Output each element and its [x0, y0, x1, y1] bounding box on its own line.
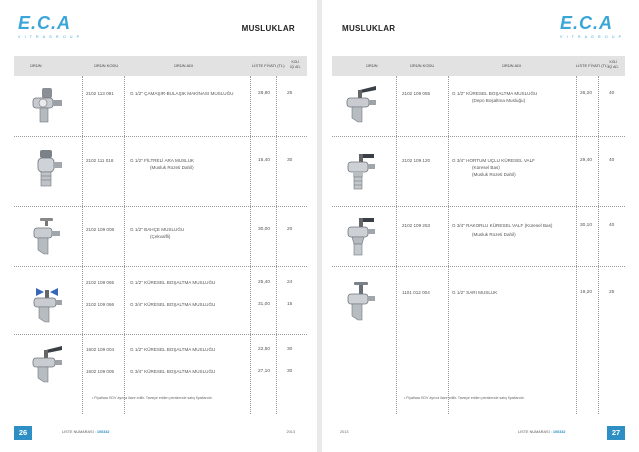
- page-footer: [0, 424, 317, 442]
- product-name: G 1/2" SARI MUSLUK: [452, 290, 498, 295]
- product-name: G 3/4" KÜRESEL BOŞALTMA MUSLUĞU: [130, 302, 216, 307]
- product-name: G 1/2" KÜRESEL BOŞALTMA MUSLUĞU: [130, 280, 216, 285]
- product-name: G 3/4" KÜRESEL BOŞALTMA MUSLUĞU: [130, 369, 216, 374]
- row-divider: [332, 136, 625, 137]
- header-code: ÜRÜN KODU: [94, 63, 119, 68]
- product-code: 1101 012 004: [402, 290, 430, 295]
- header-price: LİSTE FİYATI (TL): [576, 63, 609, 68]
- list-number: 100332: [552, 430, 566, 434]
- row-divider: [14, 206, 307, 207]
- angle-valve-icon: [30, 84, 64, 128]
- column-divider: [396, 76, 397, 414]
- ball-tap-lever-icon: [344, 82, 378, 126]
- header-product: ÜRÜN: [366, 63, 378, 68]
- page-footer: [322, 424, 639, 442]
- column-divider: [124, 76, 125, 414]
- section-title: MUSLUKLAR: [342, 24, 396, 33]
- row-divider: [14, 334, 307, 335]
- brand-logo: [560, 14, 622, 40]
- product-name-note-2: (Musluk Rozeti Dahil): [472, 172, 516, 177]
- product-qty: 24: [287, 280, 293, 285]
- row-divider: [14, 136, 307, 137]
- price-footnote: • Fiyatlara KDV ayrıca ilave edilir. Tavsiye edilen perakende satış fiyatlarıdır.: [404, 396, 525, 400]
- product-price: 25,40: [258, 280, 271, 285]
- garden-tap-icon: [30, 216, 64, 260]
- column-divider: [82, 76, 83, 414]
- product-code: 2102 109 120: [402, 158, 431, 163]
- column-divider: [448, 76, 449, 414]
- product-name: G 3/4" HORTUM UÇLU KÜRESEL VALF: [452, 158, 535, 163]
- product-name-note: (Depo Boşaltma Musluğu): [472, 98, 526, 103]
- list-number-label: LİSTE NUMARASI : 100332: [518, 430, 566, 434]
- page-number: 26: [14, 426, 32, 440]
- product-name: G 1/2" FİLTRELİ ARA MUSLUK: [130, 158, 195, 163]
- product-code: 2102 111 018: [86, 158, 114, 163]
- product-qty: 40: [609, 91, 615, 96]
- list-number-label: LİSTE NUMARASI : 100332: [62, 430, 110, 434]
- header-name: ÜRÜN ADI: [502, 63, 522, 68]
- row-divider: [14, 266, 307, 267]
- product-code: 1602 109 005: [86, 369, 115, 374]
- product-name: G 1/2" BAHÇE MUSLUĞU: [130, 227, 185, 232]
- product-price: 26,20: [580, 91, 593, 96]
- column-divider: [598, 76, 599, 414]
- product-qty: 15: [287, 302, 293, 307]
- product-qty: 30: [287, 347, 293, 352]
- product-name: G 1/2" ÇAMAŞIR-BULAŞIK MAKİNASI MUSLUĞU: [130, 91, 234, 96]
- price-footnote: • Fiyatlara KDV ayrıca ilave edilir. Tavsiye edilen perakende satış fiyatlarıdır.: [92, 396, 213, 400]
- row-divider: [332, 266, 625, 267]
- product-name-note: (Küresel Bas): [472, 165, 500, 170]
- product-price: 28,80: [258, 91, 271, 96]
- page-right: [322, 0, 639, 452]
- header-name: ÜRÜN ADI: [174, 63, 194, 68]
- header-code: ÜRÜN KODU: [410, 63, 435, 68]
- section-title: MUSLUKLAR: [241, 24, 295, 33]
- product-code: 2102 109 253: [402, 223, 431, 228]
- product-price: 27,10: [258, 369, 271, 374]
- product-qty: 25: [609, 290, 615, 295]
- logo-tagline: V I T R A G R O U P: [18, 35, 81, 39]
- product-price: 30,10: [580, 223, 593, 228]
- column-divider: [276, 76, 277, 414]
- product-price: 16,40: [258, 158, 271, 163]
- column-divider: [250, 76, 251, 414]
- header-price: LİSTE FİYATI (TL): [252, 63, 285, 68]
- table-header: [14, 56, 307, 76]
- product-price: 22,50: [258, 347, 271, 352]
- product-price: 30,00: [258, 227, 271, 232]
- product-code: 1602 109 004: [86, 347, 115, 352]
- footer-year: 2013: [286, 430, 295, 434]
- footer-year: 2013: [340, 430, 349, 434]
- product-name: G 1/2" KÜRESEL BOŞALTMA MUSLUĞU: [452, 91, 538, 96]
- list-number: 100332: [96, 430, 110, 434]
- brand-logo: [18, 14, 80, 40]
- product-code: 2102 109 008: [86, 227, 115, 232]
- product-qty: 30: [287, 158, 293, 163]
- ball-tap-lever-icon: [30, 342, 64, 386]
- logo-mark: E.C.A: [560, 13, 614, 33]
- header-qty: KOLİ İÇİ AD.: [608, 60, 619, 69]
- product-name: G 3/4" RAKORLU KÜRESEL VALF (Küresel Bas): [452, 223, 553, 228]
- product-qty: 30: [287, 369, 293, 374]
- product-name: G 1/2" KÜRESEL BOŞALTMA MUSLUĞU: [130, 347, 216, 352]
- bib-tap-icon: [344, 280, 378, 324]
- product-name-note: (Musluk Rozeti Dahil): [472, 232, 516, 237]
- logo-mark: E.C.A: [18, 13, 72, 33]
- product-code: 2102 109 066: [86, 302, 115, 307]
- logo-tagline: V I T R A G R O U P: [560, 35, 623, 39]
- product-qty: 40: [609, 158, 615, 163]
- union-ball-valve-icon: [344, 214, 378, 258]
- product-name-note: (Çekvalfli): [150, 234, 171, 239]
- product-qty: 40: [609, 223, 615, 228]
- column-divider: [576, 76, 577, 414]
- page-left: [0, 0, 317, 452]
- hose-ball-valve-icon: [344, 148, 378, 192]
- page-number: 27: [607, 426, 625, 440]
- header-qty: KOLİ İÇİ AD.: [290, 60, 301, 69]
- angle-valve-filter-icon: [30, 148, 64, 192]
- product-price: 31,00: [258, 302, 271, 307]
- product-price: 29,40: [580, 158, 593, 163]
- table-header: [332, 56, 625, 76]
- product-name-note: (Musluk Rozeti Dahil): [150, 165, 194, 170]
- header-product: ÜRÜN: [30, 63, 42, 68]
- product-qty: 20: [287, 227, 293, 232]
- product-price: 19,20: [580, 290, 593, 295]
- row-divider: [332, 206, 625, 207]
- product-code: 2102 113 091: [86, 91, 114, 96]
- product-code: 2102 109 065: [86, 280, 115, 285]
- product-qty: 25: [287, 91, 293, 96]
- product-code: 2102 109 055: [402, 91, 431, 96]
- ball-tap-butterfly-icon: [30, 282, 64, 326]
